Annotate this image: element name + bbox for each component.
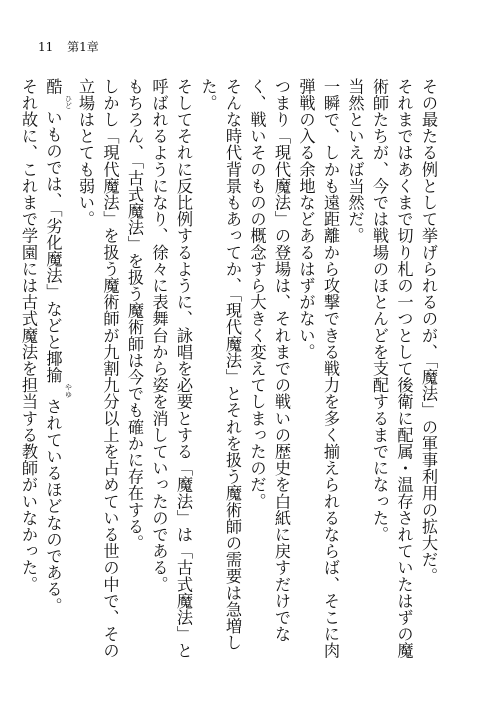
ruby-hidoi-base: 酷 — [43, 78, 63, 95]
ruby-hidoi — [43, 78, 73, 110]
ruby-hidoi-reading: ひど — [64, 94, 73, 110]
ruby-yayu-reading: やゆ — [64, 383, 73, 399]
paragraph-9: しかし「現代魔法」を扱う魔術師が九割九分以上を占めている世の中で、その立場はとても弱い。 — [76, 78, 120, 659]
paragraph-6: そんな時代背景もあってか、「現代魔法」とそれを扱う魔術師の需要は急増した。 — [198, 78, 242, 651]
paragraph-11: それ故に、これまで学園には古式魔法を担当する教師がいなかった。 — [19, 78, 38, 593]
paragraph-5: つまり「現代魔法」の登場は、それまでの戦いの歴史を白紙に戻すだけでなく、戦いそのものの概念すら大きく変えてしまったのだ。 — [247, 78, 291, 643]
paragraph-7: そしてそれに反比例するように、詠唱を必要とする「魔法」は「古式魔法」と呼ばれるようになり、徐々に表舞台から姿を消していったのである。 — [149, 78, 193, 659]
ruby-yayu-base: 揶揄 — [43, 350, 63, 384]
paragraph-4: 一瞬で、しかも遠距離から攻撃できる戦力を多く揃えられるならば、そこに肉弾戦の入る余地などあるはずがない。 — [296, 78, 340, 659]
paragraph-10-part-2: されているほどなのである。 — [43, 398, 63, 615]
chapter-title: 第1章 — [67, 40, 99, 54]
paragraph-1: その最たる例として挙げられるのが、「魔法」の軍事利用の拡大だ。 — [419, 78, 438, 585]
paragraph-8: もちろん、「古式魔法」を扱う魔術師は今でも確かに存在する。 — [125, 78, 144, 552]
vertical-body-text — [20, 78, 440, 668]
paragraph-10 — [40, 78, 73, 668]
paragraph-10-part-1: いものでは、「劣化魔法」などと — [43, 109, 63, 351]
paragraph-2: それまではあくまで切り札の一つとして後衛に配属・温存されていたはずの魔術師たちが、今では戦場のほとんどを支配するまでになった。 — [370, 78, 414, 659]
ruby-yayu — [43, 350, 73, 399]
paragraph-3: 当然といえば当然だ。 — [345, 78, 365, 244]
running-header — [38, 40, 99, 54]
page-number: 11 — [38, 40, 54, 54]
